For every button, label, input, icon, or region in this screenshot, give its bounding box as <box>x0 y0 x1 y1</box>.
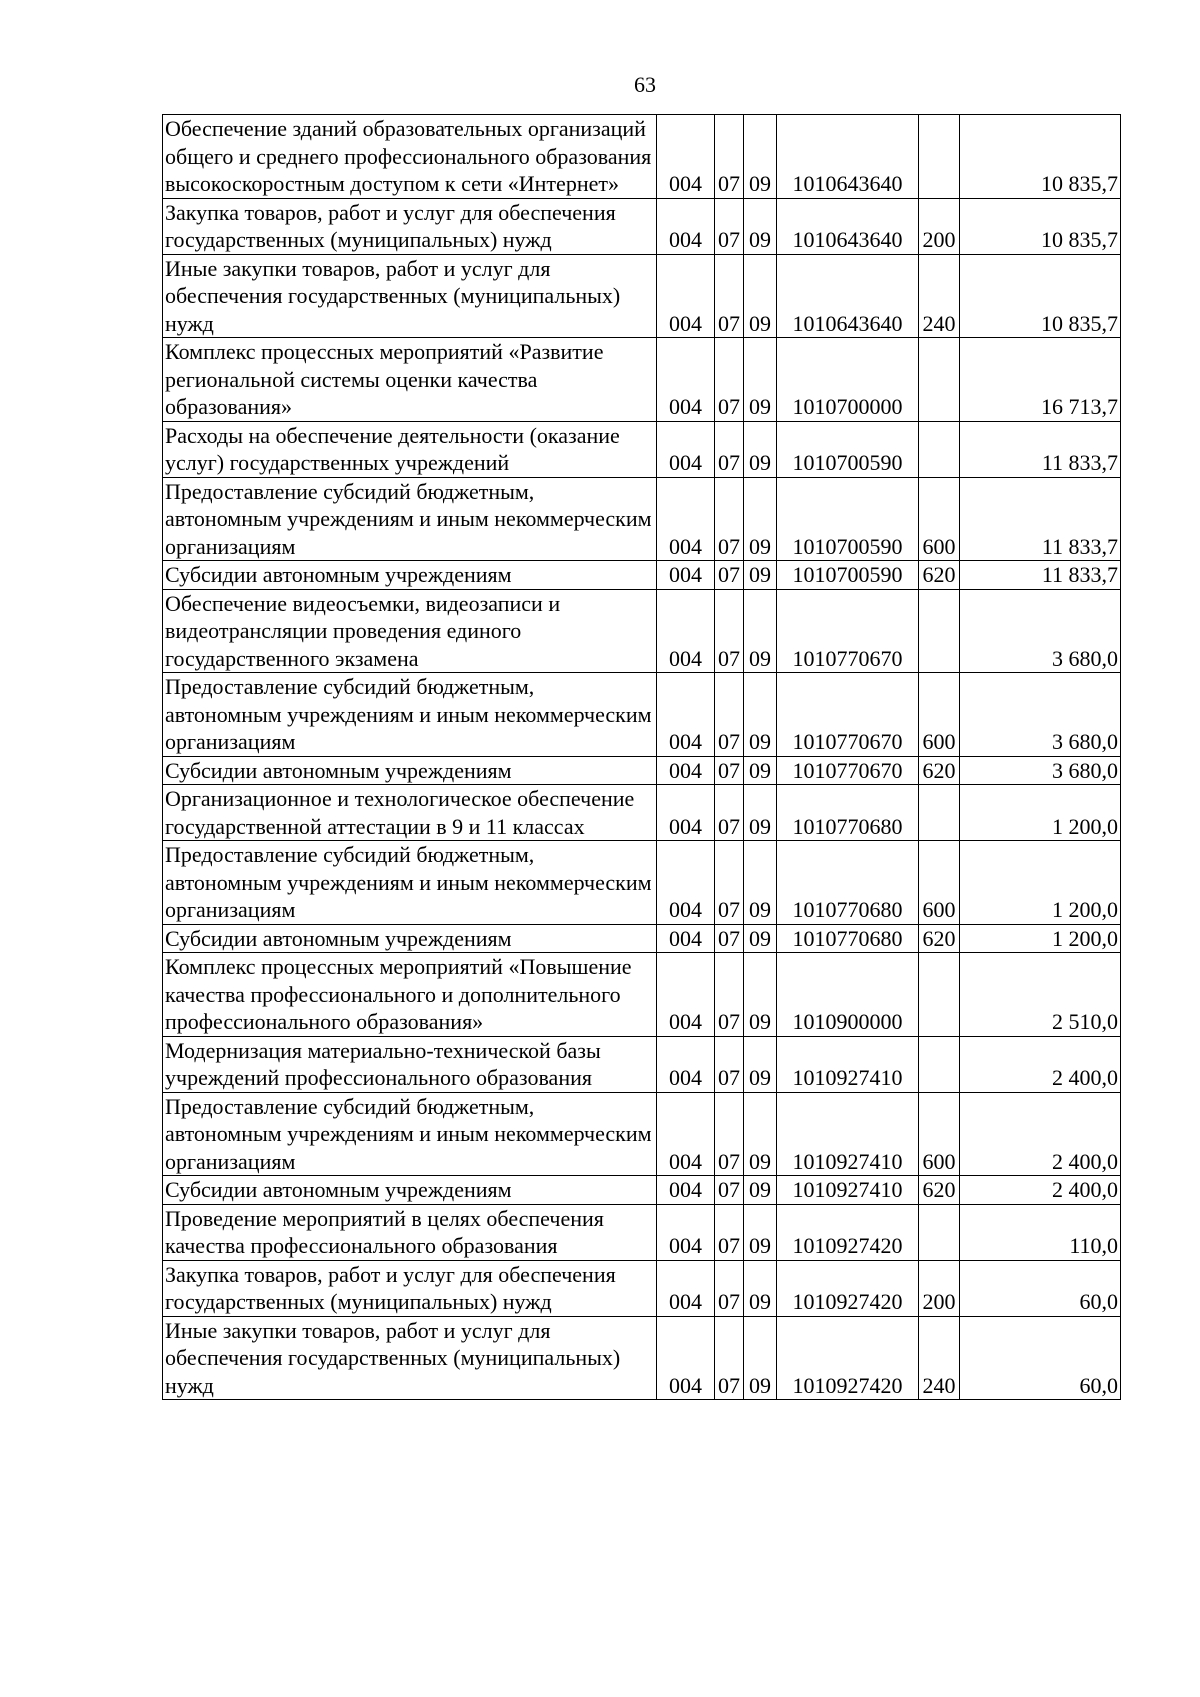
expense-type-code-cell <box>919 785 960 841</box>
section-code-cell: 07 <box>715 1176 744 1205</box>
ved-code-cell: 004 <box>657 115 715 199</box>
expense-type-code-cell <box>919 1204 960 1260</box>
amount-cell: 10 835,7 <box>960 254 1121 338</box>
section-code-cell: 07 <box>715 1036 744 1092</box>
row-name-cell: Комплекс процессных мероприятий «Развитие региональной системы оценки качества образования» <box>163 338 657 422</box>
expense-type-code-cell: 620 <box>919 1176 960 1205</box>
section-code-cell: 07 <box>715 254 744 338</box>
section-code-cell: 07 <box>715 589 744 673</box>
table-row <box>163 115 1121 199</box>
amount-cell: 16 713,7 <box>960 338 1121 422</box>
subsection-code-cell: 09 <box>744 198 777 254</box>
row-name-cell: Комплекс процессных мероприятий «Повышение качества профессионального и дополнительного профессионального образования» <box>163 953 657 1037</box>
expense-type-code-cell <box>919 953 960 1037</box>
target-article-code-cell: 1010927420 <box>777 1204 919 1260</box>
expense-type-code-cell: 620 <box>919 756 960 785</box>
subsection-code-cell: 09 <box>744 953 777 1037</box>
target-article-code-cell: 1010700000 <box>777 338 919 422</box>
amount-cell: 1 200,0 <box>960 924 1121 953</box>
section-code-cell: 07 <box>715 1316 744 1400</box>
table-row <box>163 1176 1121 1205</box>
target-article-code-cell: 1010900000 <box>777 953 919 1037</box>
ved-code-cell: 004 <box>657 338 715 422</box>
ved-code-cell: 004 <box>657 1204 715 1260</box>
subsection-code-cell: 09 <box>744 561 777 590</box>
row-name-cell: Обеспечение зданий образовательных организаций общего и среднего профессионального образования высокоскоростным доступом к сети «Интернет» <box>163 115 657 199</box>
expense-type-code-cell: 240 <box>919 1316 960 1400</box>
row-name-cell: Предоставление субсидий бюджетным, автономным учреждениям и иным некоммерческим организациям <box>163 841 657 925</box>
section-code-cell: 07 <box>715 1204 744 1260</box>
ved-code-cell: 004 <box>657 1092 715 1176</box>
expense-type-code-cell: 600 <box>919 1092 960 1176</box>
table-row <box>163 1092 1121 1176</box>
table-body <box>163 115 1121 1400</box>
target-article-code-cell: 1010770680 <box>777 924 919 953</box>
amount-cell: 2 400,0 <box>960 1036 1121 1092</box>
table-row <box>163 924 1121 953</box>
amount-cell: 10 835,7 <box>960 198 1121 254</box>
target-article-code-cell: 1010700590 <box>777 561 919 590</box>
ved-code-cell: 004 <box>657 477 715 561</box>
ved-code-cell: 004 <box>657 1036 715 1092</box>
table-row <box>163 841 1121 925</box>
row-name-cell: Иные закупки товаров, работ и услуг для обеспечения государственных (муниципальных) нужд <box>163 1316 657 1400</box>
ved-code-cell: 004 <box>657 1316 715 1400</box>
expense-type-code-cell <box>919 1036 960 1092</box>
ved-code-cell: 004 <box>657 589 715 673</box>
section-code-cell: 07 <box>715 561 744 590</box>
subsection-code-cell: 09 <box>744 673 777 757</box>
amount-cell: 3 680,0 <box>960 756 1121 785</box>
ved-code-cell: 004 <box>657 421 715 477</box>
target-article-code-cell: 1010770670 <box>777 673 919 757</box>
budget-table <box>162 114 1121 1400</box>
section-code-cell: 07 <box>715 785 744 841</box>
target-article-code-cell: 1010700590 <box>777 421 919 477</box>
target-article-code-cell: 1010770670 <box>777 756 919 785</box>
row-name-cell: Обеспечение видеосъемки, видеозаписи и видеотрансляции проведения единого государственного экзамена <box>163 589 657 673</box>
table-row <box>163 1260 1121 1316</box>
subsection-code-cell: 09 <box>744 1092 777 1176</box>
target-article-code-cell: 1010927420 <box>777 1316 919 1400</box>
subsection-code-cell: 09 <box>744 1176 777 1205</box>
ved-code-cell: 004 <box>657 561 715 590</box>
row-name-cell: Предоставление субсидий бюджетным, автономным учреждениям и иным некоммерческим организациям <box>163 1092 657 1176</box>
table-row <box>163 756 1121 785</box>
subsection-code-cell: 09 <box>744 589 777 673</box>
table-row <box>163 477 1121 561</box>
section-code-cell: 07 <box>715 924 744 953</box>
subsection-code-cell: 09 <box>744 115 777 199</box>
subsection-code-cell: 09 <box>744 785 777 841</box>
section-code-cell: 07 <box>715 673 744 757</box>
row-name-cell: Субсидии автономным учреждениям <box>163 561 657 590</box>
subsection-code-cell: 09 <box>744 421 777 477</box>
ved-code-cell: 004 <box>657 756 715 785</box>
amount-cell: 2 400,0 <box>960 1176 1121 1205</box>
expense-type-code-cell: 600 <box>919 841 960 925</box>
row-name-cell: Субсидии автономным учреждениям <box>163 924 657 953</box>
ved-code-cell: 004 <box>657 673 715 757</box>
expense-type-code-cell: 620 <box>919 924 960 953</box>
ved-code-cell: 004 <box>657 785 715 841</box>
table-row <box>163 1036 1121 1092</box>
target-article-code-cell: 1010927410 <box>777 1036 919 1092</box>
expense-type-code-cell: 620 <box>919 561 960 590</box>
expense-type-code-cell <box>919 115 960 199</box>
row-name-cell: Модернизация материально-технической базы учреждений профессионального образования <box>163 1036 657 1092</box>
subsection-code-cell: 09 <box>744 1204 777 1260</box>
amount-cell: 11 833,7 <box>960 421 1121 477</box>
amount-cell: 11 833,7 <box>960 561 1121 590</box>
table-row <box>163 673 1121 757</box>
row-name-cell: Субсидии автономным учреждениям <box>163 1176 657 1205</box>
target-article-code-cell: 1010700590 <box>777 477 919 561</box>
table-row <box>163 953 1121 1037</box>
section-code-cell: 07 <box>715 338 744 422</box>
table-row <box>163 198 1121 254</box>
table-row <box>163 1204 1121 1260</box>
table-row <box>163 1316 1121 1400</box>
expense-type-code-cell <box>919 338 960 422</box>
amount-cell: 11 833,7 <box>960 477 1121 561</box>
amount-cell: 3 680,0 <box>960 673 1121 757</box>
subsection-code-cell: 09 <box>744 1036 777 1092</box>
target-article-code-cell: 1010643640 <box>777 198 919 254</box>
row-name-cell: Закупка товаров, работ и услуг для обеспечения государственных (муниципальных) нужд <box>163 198 657 254</box>
amount-cell: 2 510,0 <box>960 953 1121 1037</box>
row-name-cell: Субсидии автономным учреждениям <box>163 756 657 785</box>
target-article-code-cell: 1010770670 <box>777 589 919 673</box>
subsection-code-cell: 09 <box>744 756 777 785</box>
table-row <box>163 254 1121 338</box>
target-article-code-cell: 1010770680 <box>777 841 919 925</box>
subsection-code-cell: 09 <box>744 924 777 953</box>
amount-cell: 110,0 <box>960 1204 1121 1260</box>
table-row <box>163 421 1121 477</box>
amount-cell: 1 200,0 <box>960 785 1121 841</box>
ved-code-cell: 004 <box>657 1260 715 1316</box>
target-article-code-cell: 1010927420 <box>777 1260 919 1316</box>
section-code-cell: 07 <box>715 1260 744 1316</box>
ved-code-cell: 004 <box>657 841 715 925</box>
row-name-cell: Организационное и технологическое обеспечение государственной аттестации в 9 и 11 классах <box>163 785 657 841</box>
amount-cell: 60,0 <box>960 1260 1121 1316</box>
subsection-code-cell: 09 <box>744 1260 777 1316</box>
expense-type-code-cell <box>919 421 960 477</box>
target-article-code-cell: 1010770680 <box>777 785 919 841</box>
amount-cell: 1 200,0 <box>960 841 1121 925</box>
amount-cell: 10 835,7 <box>960 115 1121 199</box>
row-name-cell: Проведение мероприятий в целях обеспечения качества профессионального образования <box>163 1204 657 1260</box>
subsection-code-cell: 09 <box>744 338 777 422</box>
expense-type-code-cell: 600 <box>919 673 960 757</box>
page-number: 63 <box>634 72 656 97</box>
amount-cell: 60,0 <box>960 1316 1121 1400</box>
section-code-cell: 07 <box>715 421 744 477</box>
subsection-code-cell: 09 <box>744 841 777 925</box>
expense-type-code-cell: 200 <box>919 198 960 254</box>
table-row <box>163 338 1121 422</box>
row-name-cell: Предоставление субсидий бюджетным, автономным учреждениям и иным некоммерческим организациям <box>163 673 657 757</box>
row-name-cell: Расходы на обеспечение деятельности (оказание услуг) государственных учреждений <box>163 421 657 477</box>
expense-type-code-cell: 600 <box>919 477 960 561</box>
expense-type-code-cell <box>919 589 960 673</box>
expense-type-code-cell: 200 <box>919 1260 960 1316</box>
row-name-cell: Закупка товаров, работ и услуг для обеспечения государственных (муниципальных) нужд <box>163 1260 657 1316</box>
section-code-cell: 07 <box>715 953 744 1037</box>
table-row <box>163 785 1121 841</box>
ved-code-cell: 004 <box>657 1176 715 1205</box>
section-code-cell: 07 <box>715 477 744 561</box>
amount-cell: 3 680,0 <box>960 589 1121 673</box>
table-row <box>163 561 1121 590</box>
target-article-code-cell: 1010643640 <box>777 115 919 199</box>
row-name-cell: Иные закупки товаров, работ и услуг для обеспечения государственных (муниципальных) нужд <box>163 254 657 338</box>
target-article-code-cell: 1010927410 <box>777 1176 919 1205</box>
target-article-code-cell: 1010643640 <box>777 254 919 338</box>
section-code-cell: 07 <box>715 1092 744 1176</box>
amount-cell: 2 400,0 <box>960 1092 1121 1176</box>
ved-code-cell: 004 <box>657 254 715 338</box>
ved-code-cell: 004 <box>657 198 715 254</box>
section-code-cell: 07 <box>715 198 744 254</box>
subsection-code-cell: 09 <box>744 1316 777 1400</box>
ved-code-cell: 004 <box>657 953 715 1037</box>
row-name-cell: Предоставление субсидий бюджетным, автономным учреждениям и иным некоммерческим организациям <box>163 477 657 561</box>
subsection-code-cell: 09 <box>744 254 777 338</box>
section-code-cell: 07 <box>715 115 744 199</box>
subsection-code-cell: 09 <box>744 477 777 561</box>
expense-type-code-cell: 240 <box>919 254 960 338</box>
target-article-code-cell: 1010927410 <box>777 1092 919 1176</box>
ved-code-cell: 004 <box>657 924 715 953</box>
section-code-cell: 07 <box>715 841 744 925</box>
table-row <box>163 589 1121 673</box>
section-code-cell: 07 <box>715 756 744 785</box>
